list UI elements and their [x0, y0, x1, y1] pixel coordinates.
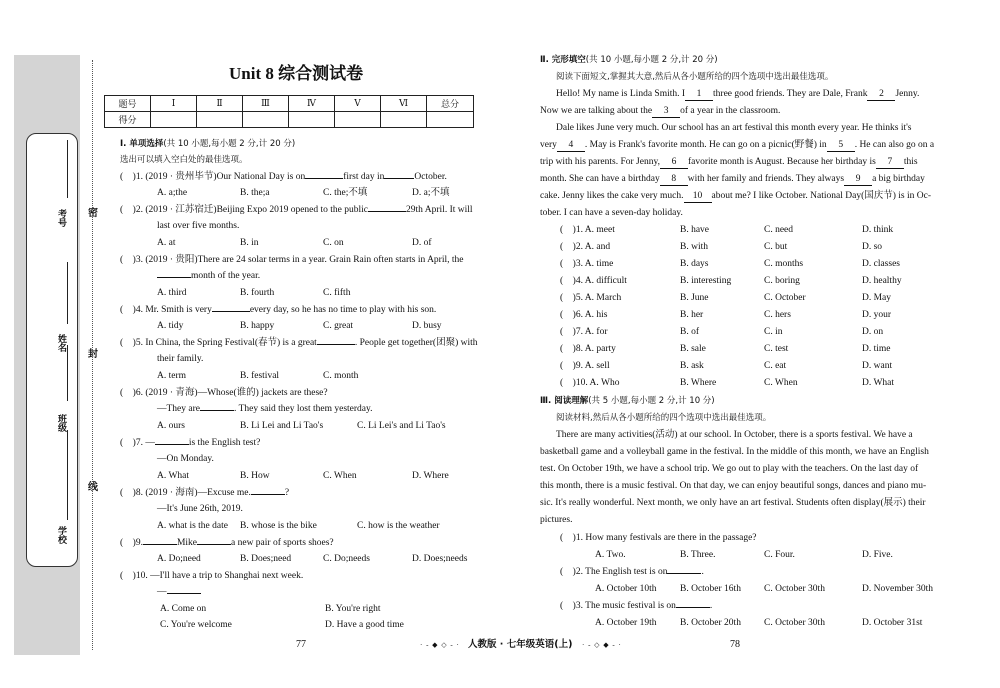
option: C. the;不填 [323, 188, 368, 198]
option: C. October 30th [764, 584, 825, 594]
section2-heading [540, 56, 718, 66]
section-instruction: 阅读材料,然后从各小题所给的四个选项中选出最佳选项。 [556, 413, 772, 423]
option: B. whose is the bike [240, 521, 317, 531]
option: B. happy [240, 321, 275, 331]
cloze-blank[interactable]: 3 [652, 107, 680, 118]
exam-number-label: 考号 [56, 209, 66, 227]
score-cell[interactable] [151, 112, 197, 128]
section-title: Ⅰ. 单项选择 [120, 139, 164, 149]
question-10: ( )10. —I'll have a trip to Shanghai next week. [120, 571, 304, 581]
section-instruction: 阅读下面短文,掌握其大意,然后从各小题所给的四个选项中选出最佳选项。 [556, 72, 834, 82]
option: C. eat [764, 361, 787, 371]
option: B. of [680, 327, 699, 337]
cloze-option-row: ( )5. A. March [560, 293, 622, 303]
section-title: Ⅲ. 阅读理解 [540, 396, 589, 406]
option: D. November 30th [862, 584, 933, 594]
passage-line: tober. I can have a seven-day holiday. [540, 208, 683, 218]
option: D. classes [862, 259, 900, 269]
answer-blank[interactable] [197, 544, 231, 545]
cloze-option-row: ( )3. A. time [560, 259, 614, 269]
cloze-blank[interactable]: 5 [827, 141, 855, 152]
option: C. in [764, 327, 783, 337]
option: C. Four. [764, 550, 795, 560]
option: D. your [862, 310, 892, 320]
option: B. fourth [240, 288, 275, 298]
reading-question-3: ( )3. The music festival is on . [560, 601, 713, 611]
question-text-cont: —They are . They said they lost them yesterday. [157, 404, 373, 414]
option: D. Have a good time [325, 620, 404, 630]
option: B. in [240, 238, 259, 248]
option: D. Does;needs [412, 554, 468, 564]
question-text-cont: —It's June 26th, 2019. [157, 504, 243, 514]
answer-blank[interactable] [251, 494, 285, 495]
option: C. need [764, 225, 794, 235]
option: D. Where [412, 471, 449, 481]
question-text-cont: — [157, 588, 201, 598]
option: D. May [862, 293, 892, 303]
passage-line: sic. It's really wonderful. Next month, we only have an art festival. Students often display(展示) their [540, 498, 926, 508]
question-6: ( )6. (2019 · 青海)—Whose(谁的) jackets are these? [120, 388, 328, 398]
question-7: ( )7. — is the English test? [120, 438, 261, 448]
option: B. sale [680, 344, 706, 354]
section-instruction: 选出可以填入空白处的最佳选项。 [120, 155, 248, 165]
passage-line: Hello! My name is Linda Smith. I 1 three good friends. They are Dale, Frank 2 Jenny. [556, 89, 920, 99]
option: A. term [157, 371, 187, 381]
option: A. Two. [595, 550, 626, 560]
score-cell[interactable] [427, 112, 474, 128]
passage-line: Now we are talking about the 3 of a year in the classroom. [540, 106, 781, 116]
class-label: 班级 [56, 414, 66, 432]
score-table-score-row [105, 112, 474, 128]
question-2: ( )2. (2019 · 江苏宿迁)Beijing Expo 2019 opened to the public 29th April. It will [120, 205, 473, 215]
option: C. month [323, 371, 359, 381]
page-title: Unit 8 综合测试卷 [229, 64, 364, 83]
question-text-cont: their family. [157, 354, 204, 364]
option: B. ask [680, 361, 704, 371]
cloze-option-row: ( )10. A. Who [560, 378, 620, 388]
table-cell: Ⅰ [151, 96, 197, 112]
passage-line: Dale likes June very much. Our school has an art festival this month every year. He thinks it's [556, 123, 912, 133]
cloze-blank[interactable]: 1 [685, 90, 713, 101]
exam-number-line [67, 140, 68, 198]
option: D. October 31st [862, 618, 923, 628]
option: C. fifth [323, 288, 351, 298]
table-cell: Ⅳ [289, 96, 335, 112]
footer-ornament-right: · - ◇ ◆ - · [582, 641, 622, 649]
question-text-cont: month of the year. [157, 272, 260, 282]
option: A. Come on [160, 604, 207, 614]
answer-blank[interactable] [155, 444, 189, 445]
answer-blank[interactable] [384, 178, 414, 179]
section3-heading [540, 397, 715, 407]
option: B. days [680, 259, 709, 269]
student-info-panel [26, 133, 78, 567]
table-cell: 总分 [427, 96, 474, 112]
option: C. great [323, 321, 354, 331]
question-5: ( )5. In China, the Spring Festival(春节) is a great . People get together(团聚) with [120, 338, 478, 348]
name-label: 姓名 [56, 334, 66, 352]
option: B. October 20th [680, 618, 741, 628]
cloze-blank[interactable]: 8 [660, 175, 688, 186]
score-table [104, 95, 474, 128]
table-cell: Ⅴ [335, 96, 381, 112]
score-cell[interactable] [197, 112, 243, 128]
option: D. a;不填 [412, 188, 450, 198]
option: C. Do;needs [323, 554, 370, 564]
option: C. Li Lei's and Li Tao's [357, 421, 446, 431]
footer-book-title: 人教版 · 七年级英语(上) [468, 639, 573, 650]
option: C. how is the weather [357, 521, 440, 531]
question-text-cont: —On Monday. [157, 454, 214, 464]
class-line [67, 345, 68, 401]
passage-line: very 4 . May is Frank's favorite month. He can go on a picnic(野餐) in 5 . He can also go on a [540, 140, 935, 150]
option: D. of [412, 238, 432, 248]
score-cell[interactable] [289, 112, 335, 128]
option: B. How [240, 471, 270, 481]
section-title: Ⅱ. 完形填空 [540, 55, 586, 65]
question-text-cont: last over five months. [157, 221, 240, 231]
option: C. You're welcome [160, 620, 232, 630]
seal-char-mi: 密 [88, 208, 98, 219]
option: B. have [680, 225, 710, 235]
passage-line: basketball game and a volleyball game in the festival. In the middle of this month, we have an English [540, 447, 929, 457]
passage-line: month. She can have a birthday 8 with her family and friends. They always 9 a big birthday [540, 174, 925, 184]
option: B. You're right [325, 604, 381, 614]
option: B. Li Lei and Li Tao's [240, 421, 324, 431]
seal-char-feng: 封 [88, 349, 98, 360]
option: A. at [157, 238, 176, 248]
name-line [67, 262, 68, 324]
cloze-blank[interactable]: 7 [876, 158, 904, 169]
option: B. June [680, 293, 709, 303]
option: D. so [862, 242, 883, 252]
answer-blank[interactable] [305, 178, 343, 179]
school-label: 学校 [56, 526, 66, 544]
question-9: ( )9. Mike a new pair of sports shoes? [120, 538, 334, 548]
reading-question-2: ( )2. The English test is on . [560, 567, 704, 577]
cut-line [92, 60, 93, 650]
option: C. When [323, 471, 357, 481]
option: C. When [764, 378, 798, 388]
passage-line: There are many activities(活动) at our school. In October, there is a sports festival. We have a [556, 430, 913, 440]
passage-line: trip with his parents. For Jenny, 6 favorite month is August. Because her birthday is 7 this [540, 157, 918, 167]
option: C. October [764, 293, 806, 303]
page-number-left: 77 [296, 639, 306, 650]
option: B. interesting [680, 276, 732, 286]
passage-line: this month, there is a music festival. On that day, we can enjoy beautiful songs, dances and piano mu- [540, 481, 927, 491]
question-4: ( )4. Mr. Smith is very every day, so he has no time to play with his son. [120, 305, 437, 315]
table-cell: Ⅵ [381, 96, 427, 112]
option: D. want [862, 361, 893, 371]
cloze-blank[interactable]: 6 [660, 158, 688, 169]
page-number-right: 78 [730, 639, 740, 650]
answer-blank[interactable] [317, 344, 355, 345]
footer-ornament-left: · - ◆ ◇ - · [420, 641, 460, 649]
option: C. October 30th [764, 618, 825, 628]
option: A. tidy [157, 321, 184, 331]
option: A. a;the [157, 188, 188, 198]
table-cell: 得分 [105, 112, 151, 128]
option: C. but [764, 242, 788, 252]
reading-question-1: ( )1. How many festivals are there in the passage? [560, 533, 757, 543]
option: C. hers [764, 310, 791, 320]
question-3: ( )3. (2019 · 贵阳)There are 24 solar terms in a year. Grain Rain often starts in April, the [120, 255, 464, 265]
cloze-blank[interactable]: 10 [684, 192, 712, 203]
answer-blank[interactable] [167, 593, 201, 594]
cloze-blank[interactable]: 4 [557, 141, 585, 152]
table-cell: Ⅲ [243, 96, 289, 112]
score-table-header-row [105, 96, 474, 112]
section-points: (共 10 小题,每小题 2 分,计 20 分) [163, 139, 296, 149]
option: D. think [862, 225, 894, 235]
option: A. what is the date [157, 521, 228, 531]
option: A. Do;need [157, 554, 201, 564]
answer-blank[interactable] [157, 277, 191, 278]
option: B. October 16th [680, 584, 741, 594]
cloze-option-row: ( )1. A. meet [560, 225, 615, 235]
option: B. festival [240, 371, 280, 381]
answer-blank[interactable] [368, 211, 406, 212]
option: B. with [680, 242, 708, 252]
cloze-option-row: ( )7. A. for [560, 327, 608, 337]
score-cell[interactable] [243, 112, 289, 128]
option: A. October 19th [595, 618, 657, 628]
option: C. months [764, 259, 804, 269]
option: B. her [680, 310, 704, 320]
option: A. third [157, 288, 187, 298]
option: D. busy [412, 321, 442, 331]
answer-blank[interactable] [676, 607, 710, 608]
answer-blank[interactable] [212, 311, 250, 312]
option: B. Does;need [240, 554, 292, 564]
option: A. ours [157, 421, 185, 431]
cloze-option-row: ( )4. A. difficult [560, 276, 627, 286]
section1-heading [120, 140, 295, 150]
seal-char-xian: 线 [88, 482, 98, 493]
option: A. October 10th [595, 584, 657, 594]
section-points: (共 5 小题,每小题 2 分,计 10 分) [588, 396, 715, 406]
option: D. time [862, 344, 891, 354]
question-8: ( )8. (2019 · 海南)—Excuse me. ? [120, 488, 290, 498]
cloze-option-row: ( )6. A. his [560, 310, 608, 320]
cloze-blank[interactable]: 2 [867, 90, 895, 101]
option: A. What [157, 471, 190, 481]
cloze-option-row: ( )9. A. sell [560, 361, 610, 371]
option: D. Five. [862, 550, 893, 560]
option: C. boring [764, 276, 800, 286]
school-line [67, 430, 68, 520]
question-1: ( )1. (2019 · 贵州毕节)Our National Day is on first day in October. [120, 172, 447, 182]
option: C. on [323, 238, 344, 248]
option: C. test [764, 344, 789, 354]
cloze-option-row: ( )2. A. and [560, 242, 611, 252]
passage-line: cake. Jenny likes the cake very much. 10 about me? I like October. National Day(国庆节) is in Oc- [540, 191, 931, 201]
score-cell[interactable] [381, 112, 427, 128]
score-cell[interactable] [335, 112, 381, 128]
table-cell: 题号 [105, 96, 151, 112]
option: B. Where [680, 378, 717, 388]
answer-blank[interactable] [667, 573, 701, 574]
passage-line: pictures. [540, 515, 573, 525]
option: D. What [862, 378, 895, 388]
cloze-blank[interactable]: 9 [844, 175, 872, 186]
option: B. Three. [680, 550, 716, 560]
section-points: (共 10 小题,每小题 2 分,计 20 分) [585, 55, 718, 65]
option: D. on [862, 327, 884, 337]
cloze-option-row: ( )8. A. party [560, 344, 616, 354]
answer-blank[interactable] [200, 410, 234, 411]
table-cell: Ⅱ [197, 96, 243, 112]
option: B. the;a [240, 188, 270, 198]
passage-line: test. On October 19th, we have a school trip. We go out to play with the teachers. On the last day of [540, 464, 919, 474]
option: D. healthy [862, 276, 902, 286]
answer-blank[interactable] [143, 544, 177, 545]
